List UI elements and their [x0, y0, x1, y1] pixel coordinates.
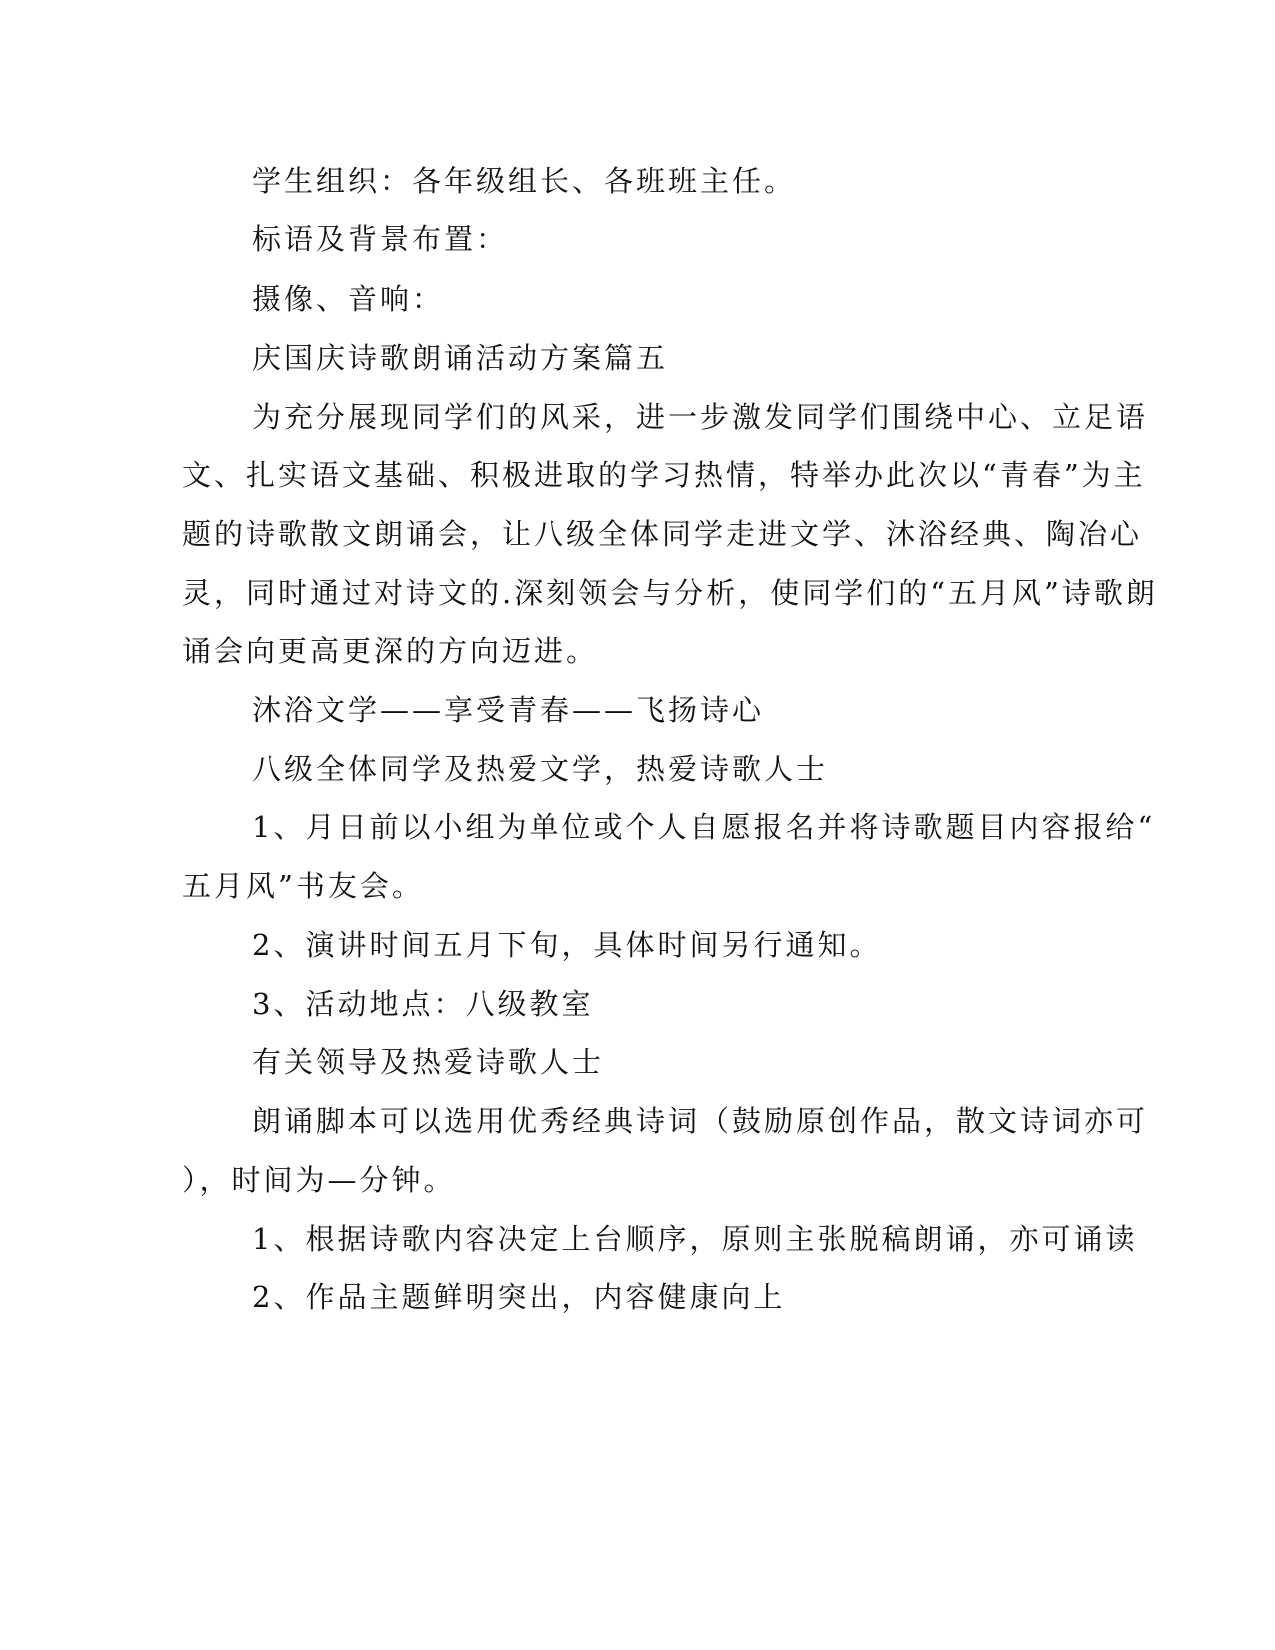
paragraph-purpose-line-2: 文、扎实语文基础、积极进取的学习热情，特举办此次以“青春”为主 — [182, 458, 1146, 492]
list-item-theme-requirement: 2、作品主题鲜明突出，内容健康向上 — [252, 1280, 786, 1314]
paragraph-purpose-line-3: 题的诗歌散文朗诵会，让八级全体同学走进文学、沐浴经典、陶冶心 — [182, 517, 1143, 551]
paragraph-banner-setup: 标语及背景布置： — [252, 222, 509, 256]
paragraph-participants: 八级全体同学及热爱文学，热爱诗歌人士 — [252, 752, 829, 786]
section-heading: 庆国庆诗歌朗诵活动方案篇五 — [252, 341, 669, 375]
paragraph-camera-audio: 摄像、音响： — [252, 282, 445, 316]
list-item-location: 3、活动地点：八级教室 — [252, 987, 594, 1021]
paragraph-script-line-2: ），时间为—分钟。 — [182, 1163, 456, 1197]
paragraph-script-line-1: 朗诵脚本可以选用优秀经典诗词（鼓励原创作品，散文诗词亦可 — [252, 1104, 1149, 1138]
paragraph-theme: 沐浴文学——享受青春——飞扬诗心 — [252, 693, 765, 727]
list-item-order: 1、根据诗歌内容决定上台顺序，原则主张脱稿朗诵，亦可诵读 — [252, 1222, 1138, 1256]
paragraph-purpose-line-1: 为充分展现同学们的风采，进一步激发同学们围绕中心、立足语 — [252, 400, 1149, 434]
list-item-registration-line-2: 五月风”书友会。 — [182, 869, 424, 903]
paragraph-judges: 有关领导及热爱诗歌人士 — [252, 1045, 605, 1079]
list-item-registration-line-1: 1、月日前以小组为单位或个人自愿报名并将诗歌题目内容报给“ — [252, 810, 1156, 844]
paragraph-student-organization: 学生组织：各年级组长、各班班主任。 — [252, 164, 797, 198]
paragraph-purpose-line-4: 灵，同时通过对诗文的.深刻领会与分析，使同学们的“五月风”诗歌朗 — [182, 576, 1158, 610]
list-item-speech-time: 2、演讲时间五月下旬，具体时间另行通知。 — [252, 928, 882, 962]
paragraph-purpose-line-5: 诵会向更高更深的方向迈进。 — [182, 634, 599, 668]
